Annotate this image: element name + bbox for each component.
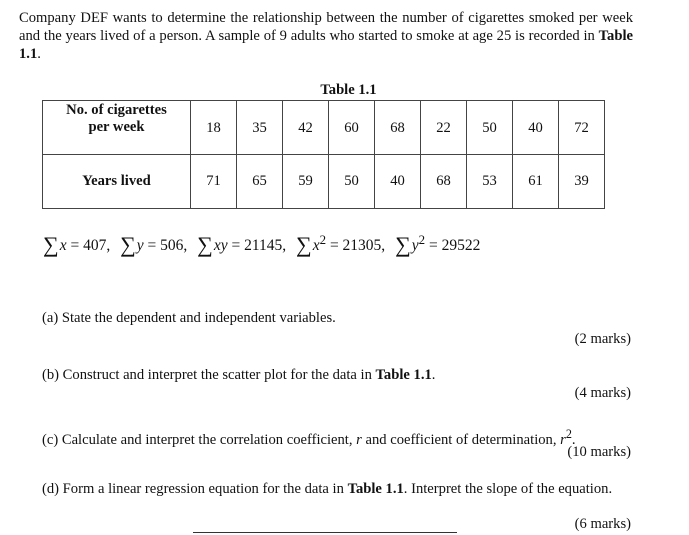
intro-table-ref: Table 1.1 (19, 28, 633, 62)
summation-line (43, 230, 643, 260)
row-header-years: Years lived (43, 155, 191, 209)
table-cell: 60 (329, 101, 375, 155)
sigma-symbol: ∑ (197, 232, 213, 257)
question-d-table-ref: Table 1.1 (347, 481, 404, 497)
sum-value-xy: = 21145, (231, 237, 287, 254)
question-c-middle: and coefficient of determination, (361, 431, 561, 448)
question-c-r2-exp: 2 (565, 427, 572, 441)
row-header-line2: per week (88, 119, 145, 135)
sum-value-x: = 407, (70, 237, 111, 254)
table-cell: 59 (283, 155, 329, 209)
sigma-symbol: ∑ (43, 232, 59, 257)
sum-var-x: x (59, 237, 67, 254)
sum-value-y: = 506, (147, 237, 188, 254)
sum-var-y2: y (411, 237, 419, 254)
question-c-r: r (356, 431, 362, 448)
table-cell: 35 (237, 101, 283, 155)
question-c-end: . (571, 431, 576, 448)
sum-value-x2: = 21305, (329, 237, 386, 254)
marks-a: (2 marks) (574, 331, 631, 347)
table-cell: 50 (329, 155, 375, 209)
sum-var-xy: xy (213, 237, 228, 254)
question-b-end: . (431, 367, 436, 383)
question-b-table-ref: Table 1.1 (375, 367, 432, 383)
marks-d: (6 marks) (574, 516, 631, 532)
table-cell: 68 (375, 101, 421, 155)
marks-c: (10 marks) (567, 444, 631, 460)
table-cell: 50 (467, 101, 513, 155)
table-row-cigarettes (43, 101, 605, 155)
table-cell: 61 (513, 155, 559, 209)
data-table (42, 100, 605, 209)
sum-value-y2: = 29522 (428, 237, 481, 254)
sum-var-x2: x (312, 237, 320, 254)
sum-var-y: y (136, 237, 144, 254)
question-b (42, 367, 632, 384)
intro-end: . (37, 46, 41, 62)
row-header-line1: No. of cigarettes (66, 102, 167, 118)
table-cell: 68 (421, 155, 467, 209)
question-c-r2: r (560, 431, 566, 448)
table-cell: 39 (559, 155, 605, 209)
table-row-years (43, 155, 605, 209)
table-caption: Table 1.1 (320, 82, 377, 98)
table-cell: 40 (513, 101, 559, 155)
bottom-rule (193, 532, 457, 533)
table-cell: 22 (421, 101, 467, 155)
table-cell: 18 (191, 101, 237, 155)
intro-text: Company DEF wants to determine the relationship between the number of cigarettes smoked per week and the years lived of a person. A sample of 9 adults who started to smoke at age 25 is recorded in (19, 10, 633, 44)
sigma-symbol: ∑ (395, 232, 411, 257)
intro-paragraph (19, 9, 633, 63)
question-a: (a) State the dependent and independent variables. (42, 310, 336, 326)
table-cell: 40 (375, 155, 421, 209)
question-b-text: (b) Construct and interpret the scatter plot for the data in (42, 367, 376, 383)
question-c (42, 426, 632, 449)
row-header-cigarettes (43, 101, 191, 155)
sigma-symbol: ∑ (120, 232, 136, 257)
table-cell: 72 (559, 101, 605, 155)
question-c-text: (c) Calculate and interpret the correlation coefficient, (42, 431, 357, 448)
table-cell: 42 (283, 101, 329, 155)
table-cell: 53 (467, 155, 513, 209)
sum-exp-y2: 2 (418, 231, 426, 247)
question-d-text: (d) Form a linear regression equation for the data in (42, 481, 348, 497)
question-d-end: . Interpret the slope of the equation. (403, 481, 613, 497)
table-cell: 65 (237, 155, 283, 209)
question-d (42, 481, 632, 498)
sigma-symbol: ∑ (296, 232, 312, 257)
sum-exp-x2: 2 (319, 231, 327, 247)
table-cell: 71 (191, 155, 237, 209)
marks-b: (4 marks) (574, 385, 631, 401)
